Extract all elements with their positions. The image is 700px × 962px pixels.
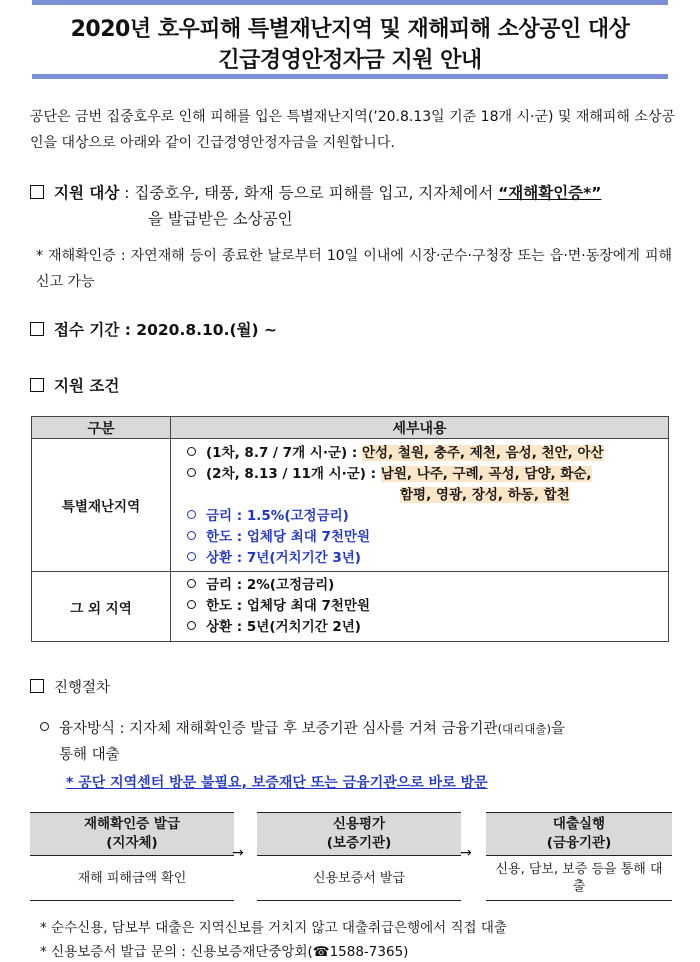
target-text-b: 을 발급받은 소상공인 [148, 210, 293, 228]
target-highlight: “재해확인증*” [498, 184, 602, 202]
bullet-icon [187, 621, 196, 630]
table-header-category: 구분 [32, 417, 171, 439]
bullet-icon [187, 468, 196, 477]
target-text-a: : 집중호우, 태풍, 화재 등으로 피해를 입고, 지자체에서 [124, 184, 499, 202]
bullet-icon [187, 600, 196, 609]
title-top-bar [32, 0, 668, 5]
step2-desc: 신용보증서 발급 [257, 856, 461, 901]
conditions-table [31, 416, 669, 642]
step2-sub: (보증기관) [326, 835, 392, 851]
bullet-icon [187, 510, 196, 519]
procedure-label: 진행절차 [54, 680, 111, 696]
round2-line-cont [171, 485, 668, 506]
bullet-icon [187, 579, 196, 588]
conditions-section [30, 374, 119, 396]
checkbox-square-icon [30, 185, 44, 199]
intro-paragraph: 공단은 금번 집중호우로 인해 피해를 입은 특별재난지역(’20.8.13일 기준 18개 시·군) 및 재해피해 소상공인을 대상으로 아래와 같이 긴급경영안정자금을 지원합니다. [30, 109, 675, 151]
bullet-icon [187, 447, 196, 456]
step1-sub: (지자체) [106, 835, 158, 851]
checkbox-square-icon [30, 322, 44, 336]
procedure-section [30, 676, 110, 697]
other-limit: 한도 : 업체당 최대 7천만원 [171, 596, 668, 617]
period-value: : 2020.8.10.(월) ~ [124, 321, 277, 339]
bullet-icon [187, 531, 196, 540]
special-area-label: 특별재난지역 [32, 439, 171, 572]
step1-desc: 재해 피해금액 확인 [30, 856, 234, 901]
table-row [32, 439, 669, 572]
step3-title: 대출실행 [552, 816, 606, 832]
loan-method: 융자방식 : 지자체 재해확인증 발급 후 보증기관 심사를 거쳐 금융기관(대리대출)을 통해 대출 [40, 716, 672, 768]
round1-areas: 안성, 철원, 충주, 제천, 음성, 천안, 아산 [362, 445, 604, 461]
flow-step-3 [486, 812, 672, 901]
table-row [32, 572, 669, 642]
step3-sub: (금융기관) [546, 835, 612, 851]
special-area-details [171, 439, 669, 572]
arrow-icon: → [232, 845, 244, 861]
other-area-details [171, 572, 669, 642]
title-bottom-bar [32, 74, 668, 79]
other-area-label: 그 외 지역 [32, 572, 171, 642]
special-rate: 금리 : 1.5%(고정금리) [171, 506, 668, 527]
hollow-bullet-icon [40, 722, 49, 731]
checkbox-square-icon [30, 378, 44, 392]
bullet-icon [187, 552, 196, 561]
target-note: * 재해확인증 : 자연재해 등이 종료한 날로부터 10일 이내에 시장·군수·구청장 또는 읍·면·동장에게 피해신고 가능 [36, 248, 672, 290]
round1-line: (1차, 8.7 / 7개 시·군) : 안성, 철원, 충주, 제천, 음성, 천안, 아산 [171, 443, 668, 464]
round2-line: (2차, 8.13 / 11개 시·군) : 남원, 나주, 구례, 곡성, 담양, 화순, [171, 464, 668, 485]
footnote-1: * 순수신용, 담보부 대출은 지역신보를 거치지 않고 대출취급은행에서 직접 대출 [40, 920, 507, 936]
target-label: 지원 대상 [54, 184, 120, 202]
special-repay: 상환 : 7년(거치기간 3년) [171, 548, 668, 569]
arrow-icon: → [460, 845, 472, 861]
other-rate: 금리 : 2%(고정금리) [171, 575, 668, 596]
table-header-detail: 세부내용 [171, 417, 669, 439]
page-title-line1: 2020년 호우피해 특별재난지역 및 재해피해 소상공인 대상 [70, 17, 630, 42]
conditions-label: 지원 조건 [54, 377, 120, 395]
round2-areas-b: 함평, 영광, 장성, 하동, 합천 [400, 487, 570, 503]
other-repay: 상환 : 5년(거치기간 2년) [171, 617, 668, 638]
target-section [30, 180, 675, 232]
visit-notice: * 공단 지역센터 방문 불필요, 보증재단 또는 금융기관으로 바로 방문 [66, 775, 488, 791]
flow-step-2 [257, 812, 461, 901]
period-section [30, 318, 277, 340]
page-title-line2: 긴급경영안정자금 지원 안내 [218, 48, 482, 73]
flow-step-1 [30, 812, 234, 901]
step2-title: 신용평가 [332, 816, 386, 832]
step1-title: 재해확인증 발급 [84, 816, 180, 832]
footnote-2: * 신용보증서 발급 문의 : 신용보증재단중앙회(☎1588-7365) [40, 944, 409, 960]
period-label: 접수 기간 [54, 321, 120, 339]
round2-areas-a: 남원, 나주, 구례, 곡성, 담양, 화순, [380, 466, 592, 482]
special-limit: 한도 : 업체당 최대 7천만원 [171, 527, 668, 548]
checkbox-square-icon [30, 679, 44, 693]
step3-desc: 신용, 담보, 보증 등을 통해 대출 [486, 856, 672, 901]
